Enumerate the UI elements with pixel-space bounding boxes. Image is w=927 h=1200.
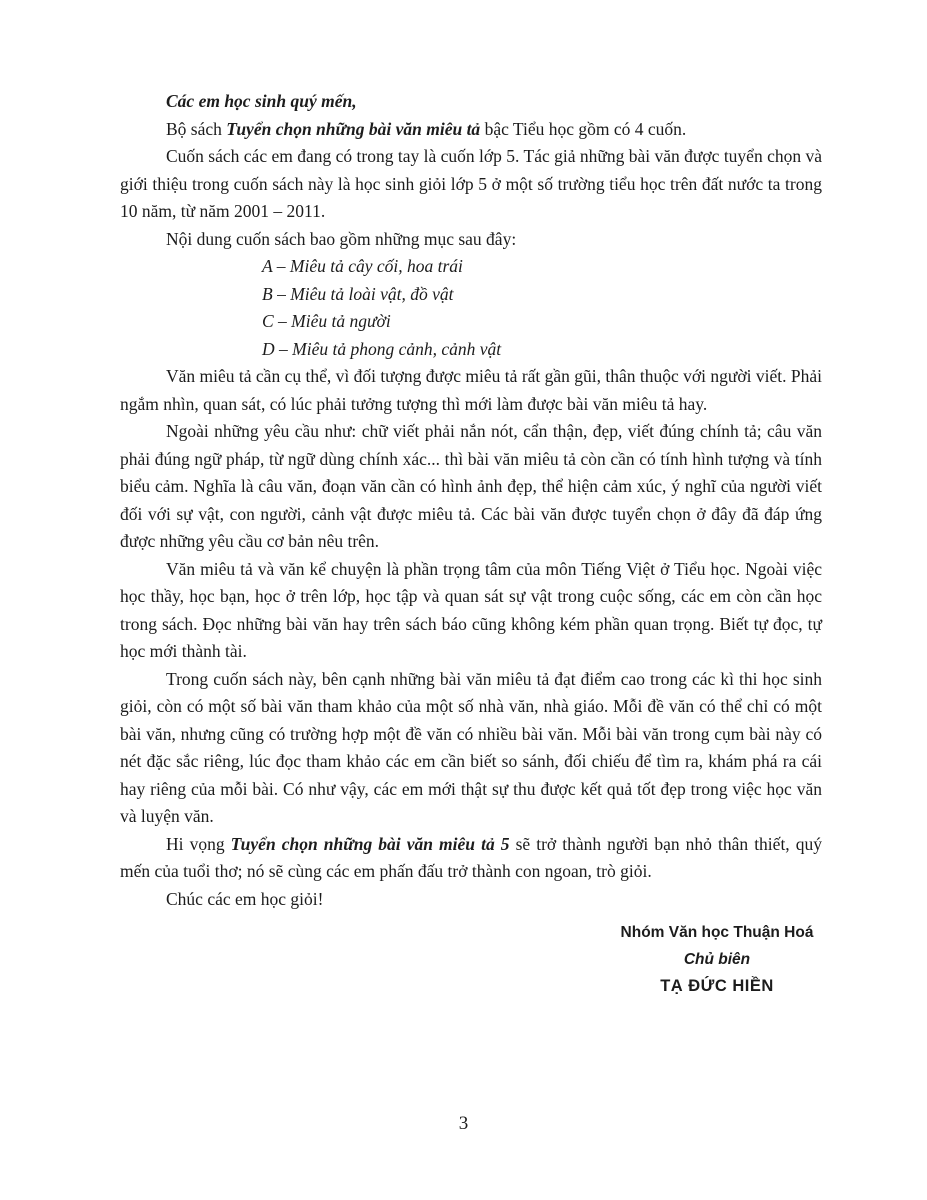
series-text-post: bậc Tiểu học gồm có 4 cuốn.: [480, 118, 687, 139]
contents-item-b: B – Miêu tả loài vật, đồ vật: [262, 283, 454, 304]
paragraph-hope: [120, 831, 822, 886]
contents-item-a: A – Miêu tả cây cối, hoa trái: [262, 256, 463, 276]
series-text-pre: Bộ sách: [166, 118, 227, 139]
paragraph-book-series: [120, 116, 822, 144]
paragraph-reference: Trong cuốn sách này, bên cạnh những bài văn miêu tả đạt điểm cao trong các kì thi học sinh giỏi, còn có một số bài văn tham khảo của một số nhà văn, nhà giáo. Mỗi đề văn có thể chỉ có một bài văn, nhưng cũng có trường hợp một đề văn có nhiều bài văn. Mỗi bài văn trong cụm bài này có nét đặc sắc riêng, lúc đọc tham khảo các em cần biết so sánh, đối chiếu để tìm ra, khám phá ra cái hay riêng của mỗi bài. Có như vậy, các em mới thật sự thu được kết quả tốt đẹp trong việc học văn và luyện văn.: [120, 668, 822, 826]
signature-author-name: TẠ ĐỨC HIỀN: [660, 977, 774, 995]
book-title-5: Tuyển chọn những bài văn miêu tả 5: [230, 833, 510, 854]
contents-list: [120, 253, 822, 363]
book-series-title: Tuyển chọn những bài văn miêu tả: [226, 118, 481, 139]
paragraph-intro: Cuốn sách các em đang có trong tay là cuốn lớp 5. Tác giả những bài văn được tuyển chọn và giới thiệu trong cuốn sách này là học sinh giỏi lớp 5 ở một số trường tiểu học trên đất nước ta trong 10 năm, từ năm 2001 – 2011.: [120, 146, 822, 221]
page-content: [120, 88, 822, 1000]
greeting-line: Các em học sinh quý mến,: [166, 91, 357, 111]
paragraph-contents-lead: Nội dung cuốn sách bao gồm những mục sau đây:: [166, 228, 517, 249]
hope-text-pre: Hi vọng: [166, 833, 231, 854]
signature-block: [612, 919, 822, 1000]
paragraph-wish: Chúc các em học giỏi!: [166, 888, 324, 909]
paragraph-requirements: Ngoài những yêu cầu như: chữ viết phải nắn nót, cẩn thận, đẹp, viết đúng chính tả; câu văn phải đúng ngữ pháp, từ ngữ dùng chính xác... thì bài văn miêu tả còn cần có tính hình tượng và tính biểu cảm. Nghĩa là câu văn, đoạn văn cần có hình ảnh đẹp, thể hiện cảm xúc, ý nghĩ của người viết đối với sự vật, con người, cảnh vật được miêu tả. Các bài văn được tuyển chọn ở đây đã đáp ứng được những yêu cầu cơ bản nêu trên.: [120, 421, 822, 551]
contents-item-d: D – Miêu tả phong cảnh, cảnh vật: [262, 338, 502, 359]
paragraph-importance: Văn miêu tả và văn kể chuyện là phần trọng tâm của môn Tiếng Việt ở Tiểu học. Ngoài việc học thầy, học bạn, học ở trên lớp, học tập và quan sát sự vật trong cuộc sống, các em còn cần học trong sách. Đọc những bài văn hay trên sách báo cũng không kém phần quan trọng. Biết tự đọc, tự học mới thành tài.: [120, 558, 822, 661]
signature-role: Chủ biên: [683, 951, 751, 968]
hope-text-post: sẽ trở thành người bạn nhỏ thân thiết, quý mến của tuổi thơ; nó sẽ cùng các em phấn đấu trở thành con ngoan, trò giỏi.: [120, 833, 822, 881]
signature-group-name: Nhóm Văn học Thuận Hoá: [620, 924, 814, 941]
page-number: 3: [458, 1113, 469, 1134]
paragraph-describe: Văn miêu tả cần cụ thể, vì đối tượng được miêu tả rất gần gũi, thân thuộc với người viết. Phải ngắm nhìn, quan sát, có lúc phải tưởng tượng thì mới làm được bài văn miêu tả hay.: [120, 366, 822, 414]
contents-item-c: C – Miêu tả người: [262, 311, 391, 331]
